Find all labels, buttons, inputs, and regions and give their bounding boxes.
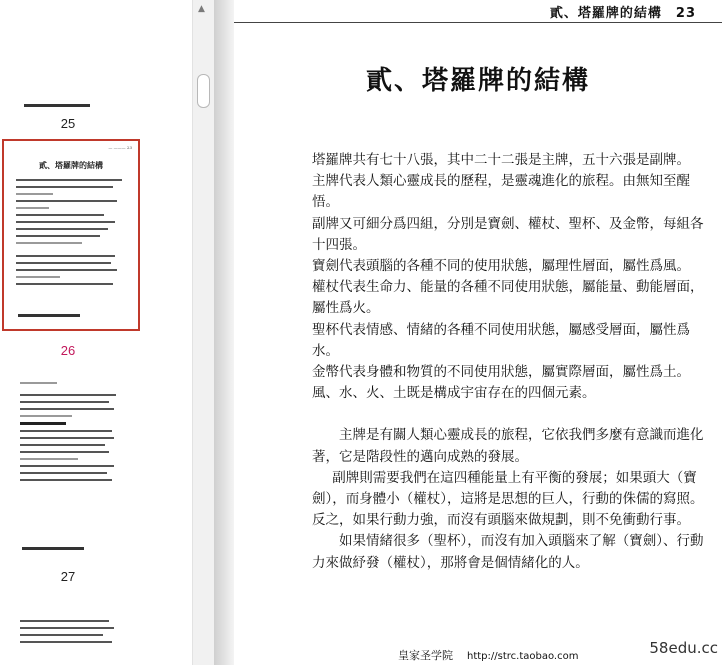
paragraph: 寶劍代表頭腦的各種不同的使用狀態，屬理性層面，屬性爲風。 [312, 258, 690, 275]
thumb-footer-mark [22, 547, 84, 550]
watermark: 58edu.cc [649, 639, 718, 657]
page-thumbnail-26[interactable] [2, 139, 140, 331]
header-rule [234, 22, 722, 23]
thumb-title: 貳、塔羅牌的結構 [39, 160, 103, 170]
page-thumbnail-27[interactable] [8, 378, 136, 562]
page-gutter-shadow [214, 0, 234, 665]
running-head-title: 貳、塔羅牌的結構 [549, 6, 662, 21]
paragraph: 主牌代表人類心靈成長的歷程，是靈魂進化的旅程。由無知至醒悟。 [312, 173, 690, 211]
thumb-footer-mark [24, 104, 90, 107]
scrollbar-thumb[interactable] [197, 74, 210, 108]
chapter-title: 貳、塔羅牌的結構 [365, 66, 590, 96]
thumbnail-page-number: 27 [60, 569, 76, 584]
thumb-text-block [8, 378, 136, 481]
paragraph: 副牌則需要我們在這四種能量上有平衡的發展；如果頭大（寶劍），而身體小（權杖），這將是思想的巨人，行動的侏儒的寫照。反之，如果行動力強，而沒有頭腦來做規劃，則不免衝動行事。 [312, 469, 704, 529]
running-head [550, 2, 696, 21]
thumbnail-pane [0, 0, 192, 665]
scroll-up-arrow-icon[interactable]: ▲ [198, 4, 205, 14]
thumb-footer-mark [18, 314, 80, 317]
thumbnail-page-number: 25 [60, 116, 76, 131]
page-thumbnail-28[interactable] [8, 612, 136, 665]
paragraph: 金幣代表身體和物質的不同使用狀態，屬實際層面，屬性爲土。 [312, 364, 690, 381]
page-thumbnail-25[interactable] [8, 0, 136, 105]
paragraph: 權杖代表生命力、能量的各種不同使用狀態，屬能量、動能層面，屬性爲火。 [312, 279, 704, 317]
page-view [214, 0, 722, 665]
thumb-text-block [4, 179, 138, 285]
paragraph: 風、水、火、土既是構成宇宙存在的四個元素。 [312, 385, 596, 402]
paragraph: 塔羅牌共有七十八張，其中二十二張是主牌，五十六張是副牌。 [312, 152, 690, 168]
thumbnail-page-number-active: 26 [60, 343, 76, 358]
body-text [312, 150, 712, 574]
paragraph: 如果情緒很多（聖杯），而沒有加入頭腦來了解（寶劍）、行動力來做紓發（權杖），那將會是個情緒化的人。 [312, 533, 704, 571]
document-page [234, 0, 722, 665]
paragraph: 聖杯代表情感、情緒的各種不同使用狀態，屬感受層面，屬性爲水。 [312, 321, 690, 359]
paragraph: 主牌是有關人類心靈成長的旅程，它依我們多麼有意識而進化著，它是階段性的邁向成熟的發展。 [312, 427, 704, 465]
paragraph: 副牌又可細分爲四組，分別是寶劍、權杖、聖杯、及金幣，每組各十四張。 [312, 215, 704, 253]
footer-label: 皇家圣学院 [398, 649, 453, 662]
footer-url: http://strc.taobao.com [467, 651, 579, 662]
page-number: 23 [675, 6, 696, 21]
thumbnail-scrollbar[interactable] [192, 0, 215, 665]
thumb-running-head: — ——— 23 [108, 145, 132, 150]
thumb-text-block [8, 612, 136, 643]
page-footer [398, 647, 578, 663]
